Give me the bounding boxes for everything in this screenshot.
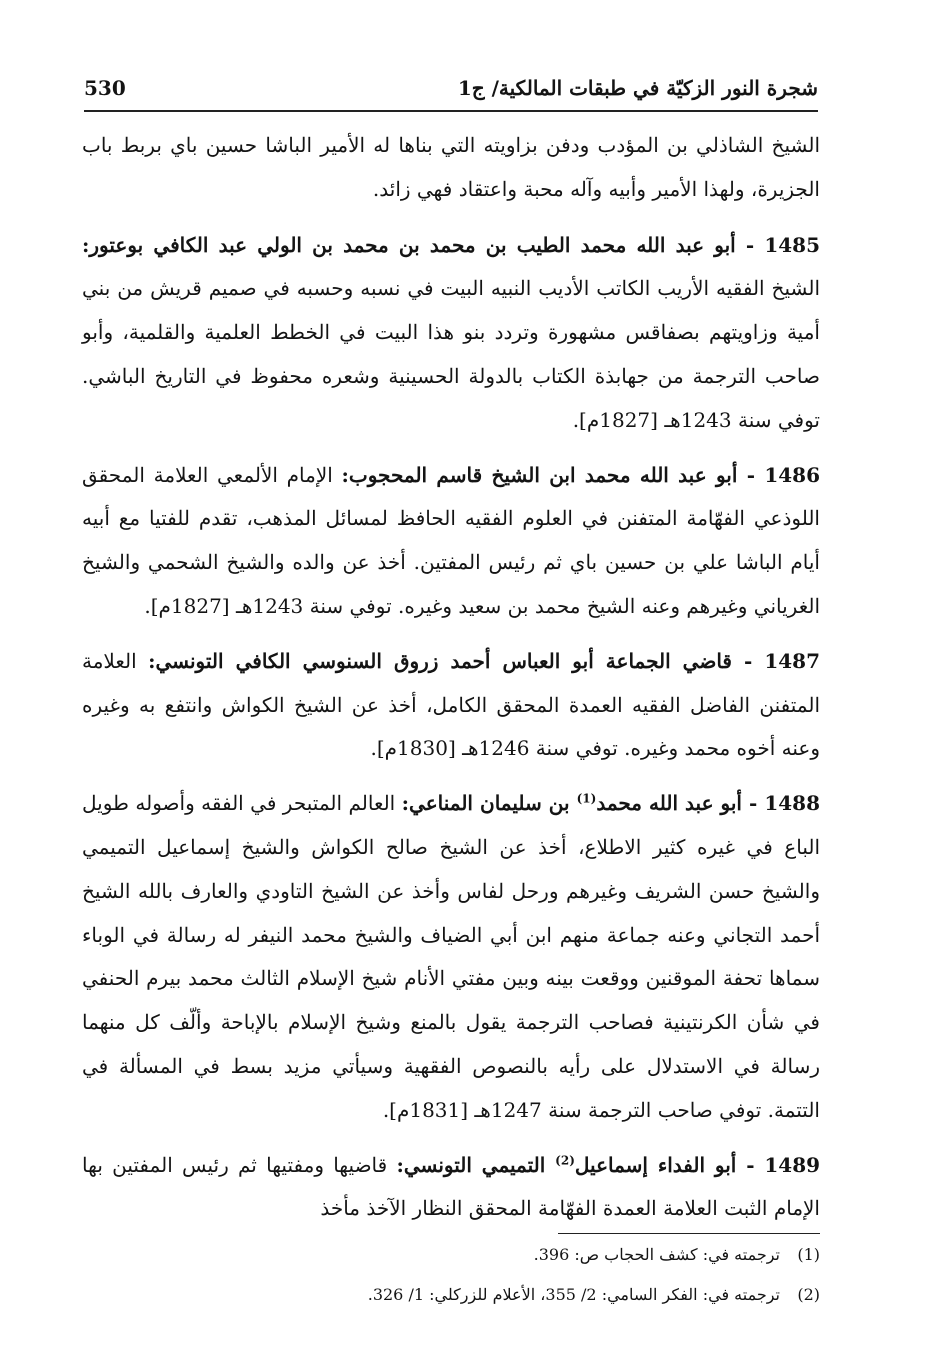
biography-entry-1485: [82, 224, 820, 443]
entry-heading: 1487 - قاضي الجماعة أبو العباس أحمد زروق السنوسي الكافي التونسي:: [148, 648, 820, 673]
entry-heading-part: بن سليمان المناعي:: [401, 791, 577, 816]
footnote-reference-1[interactable]: (1): [576, 791, 597, 806]
page-number: 530: [84, 76, 126, 100]
page-header: [84, 76, 818, 106]
footnote-text: ترجمته في: الفكر السامي: 2/ 355، الأعلام للزركلي: 1/ 326.: [367, 1285, 780, 1304]
entry-heading: [396, 1153, 820, 1177]
entry-heading-part: 1488 - أبو عبد الله محمد: [596, 791, 820, 816]
entry-heading-part: التميمي التونسي:: [396, 1152, 556, 1177]
entry-heading: [402, 791, 820, 815]
entry-body: العالم المتبحر في الفقه وأصوله طويل الباع في غيره كثير الاطلاع، أخذ عن الشيخ صالح الكواش والشيخ إسماعيل التميمي والشيخ حسن الشريف وغيرهم ورحل لفاس وأخذ عن الشيخ التاودي والعارف بالله الشيخ أحمد التجاني وعنه جماعة منهم ابن أبي الضياف والشيخ محمد النيفر له رسالة في الوباء سماها تحفة الموقنين ووقعت بينه وبين مفتي الأنام شيخ الإسلام الثالث محمد بيرم الحنفي في شأن الكرنتينية فصاحب الترجمة يقول بالمنع وشيخ الإسلام بالإباحة وألّف كل منهما رسالة في الاستدلال على رأيه بالنصوص الفقهية وسيأتي مزيد بسط في المسألة في التتمة. توفي صاحب الترجمة سنة 1247هـ [1831م].: [82, 791, 820, 1122]
footnote-text: ترجمته في: كشف الحجاب ص: 396.: [533, 1245, 780, 1264]
footnote-divider: [558, 1233, 820, 1234]
biography-entry-1489: [82, 1144, 820, 1232]
footnotes: [82, 1243, 820, 1323]
main-text: [82, 124, 820, 1242]
continuation-paragraph: الشيخ الشاذلي بن المؤدب ودفن بزاويته التي بناها له الأمير الباشا حسين باي بربط باب الجزيرة، ولهذا الأمير وأبيه وآله محبة واعتقاد فهي زائد.: [82, 133, 820, 201]
biography-entry-1488: [82, 782, 820, 1132]
entry-body: العلامة المتفنن الفاضل الفقيه العمدة المحقق الكامل، أخذ عن الشيخ الكواش وانتفع به وغيره وعنه أخوه محمد وغيره. توفي سنة 1246هـ [1830م].: [82, 648, 820, 761]
entry-body: قاضيها ومفتيها ثم رئيس المفتين بها الإمام الثبت العلامة العمدة الفهّامة المحقق النظار الآخذ مأخذ: [82, 1152, 820, 1221]
footnote-2: [82, 1283, 820, 1307]
running-title: شجرة النور الزكيّة في طبقات المالكية/ ج1: [457, 76, 818, 100]
biography-entry-1486: [82, 454, 820, 629]
entry-heading: 1485 - أبو عبد الله محمد الطيب بن محمد بن محمد بن الولي عبد الكافي بوعتور:: [82, 232, 820, 257]
footnote-1: [82, 1243, 820, 1267]
entry-heading: 1486 - أبو عبد الله محمد ابن الشيخ قاسم المحجوب:: [341, 462, 820, 487]
biography-entry-1487: [82, 640, 820, 771]
footnote-number: (2): [797, 1285, 820, 1304]
entry-body: الإمام الألمعي العلامة المحقق اللوذعي الفهّامة المتفنن في العلوم الفقيه الحافظ لمسائل المذهب، تقدم للفتيا مع أبيه أيام الباشا علي بن حسين باي ثم رئيس المفتين. أخذ عن والده والشيخ الشحمي والشيخ الغرياني وغيرهم وعنه الشيخ محمد بن سعيد وغيره. توفي سنة 1243هـ [1827م].: [82, 462, 820, 618]
footnote-reference-2[interactable]: (2): [555, 1152, 575, 1167]
entry-body: الشيخ الفقيه الأريب الكاتب الأديب النبيه البيت في نسبه وحسبه في صميم قريش من بني أمية وزاويتهم بصفاقس مشهورة وتردد بنو هذا البيت في الخطط العلمية والقلمية، وأبو صاحب الترجمة من جهابذة الكتاب بالدولة الحسينية وشعره محفوظ في التاريخ الباشي. توفي سنة 1243هـ [1827م].: [82, 276, 820, 432]
entry-heading-part: 1489 - أبو الفداء إسماعيل: [574, 1152, 821, 1177]
header-divider: [84, 110, 818, 112]
footnote-number: (1): [797, 1245, 820, 1264]
